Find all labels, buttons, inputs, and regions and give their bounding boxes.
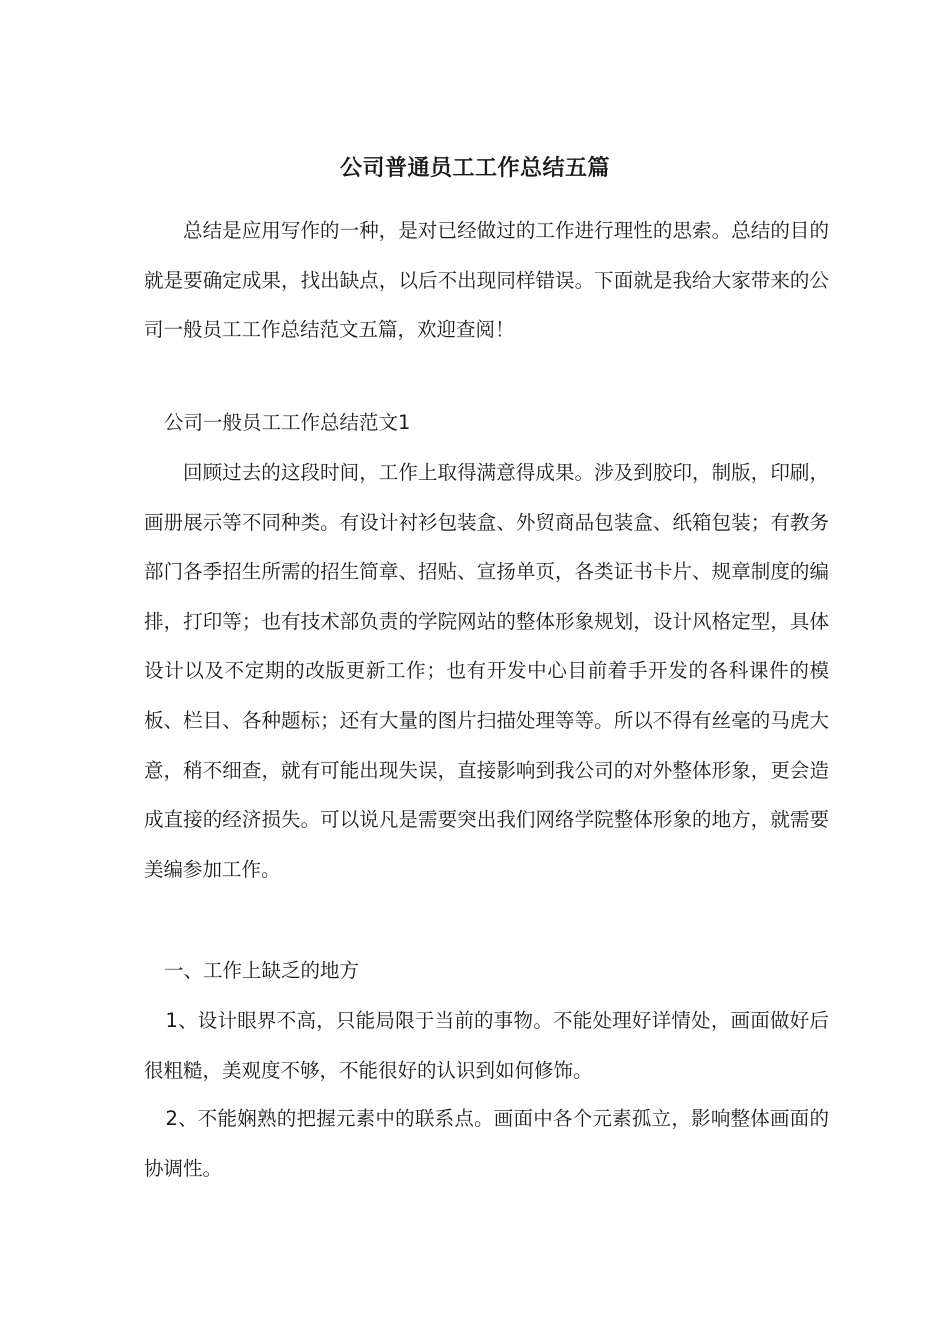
section-paragraph: 回顾过去的这段时间，工作上取得满意得成果。涉及到胶印，制版，印刷，画册展示等不同种类。有设计衬衫包装盒、外贸商品包装盒、纸箱包装；有教务部门各季招生所需的招生简章、招贴、宣扬单页，各类证书卡片、规章制度的编排，打印等；也有技术部负责的学院网站的整体形象规划，设计风格定型，具体设计以及不定期的改版更新工作；也有开发中心目前着手开发的各科课件的模板、栏目、各种题标；还有大量的图片扫描处理等等。所以不得有丝毫的马虎大意，稍不细查，就有可能出现失误，直接影响到我公司的对外整体形象，更会造成直接的经济损失。可以说凡是需要突出我们网络学院整体形象的地方，就需要美编参加工作。: [144, 461, 829, 881]
document-title: 公司普通员工工作总结五篇: [339, 156, 610, 181]
section-heading: 公司一般员工工作总结范文1: [164, 411, 411, 434]
list-item: 2、不能娴熟的把握元素中的联系点。画面中各个元素孤立，影响整体画面的协调性。: [144, 1107, 829, 1180]
list-item: 1、设计眼界不高，只能局限于当前的事物。不能处理好详情处，画面做好后很粗糙，美观度不够，不能很好的认识到如何修饰。: [144, 1009, 829, 1082]
intro-paragraph: 总结是应用写作的一种，是对已经做过的工作进行理性的思索。总结的目的就是要确定成果，找出缺点，以后不出现同样错误。下面就是我给大家带来的公司一般员工工作总结范文五篇，欢迎查阅！: [144, 219, 829, 342]
subheading: 一、工作上缺乏的地方: [164, 959, 360, 982]
